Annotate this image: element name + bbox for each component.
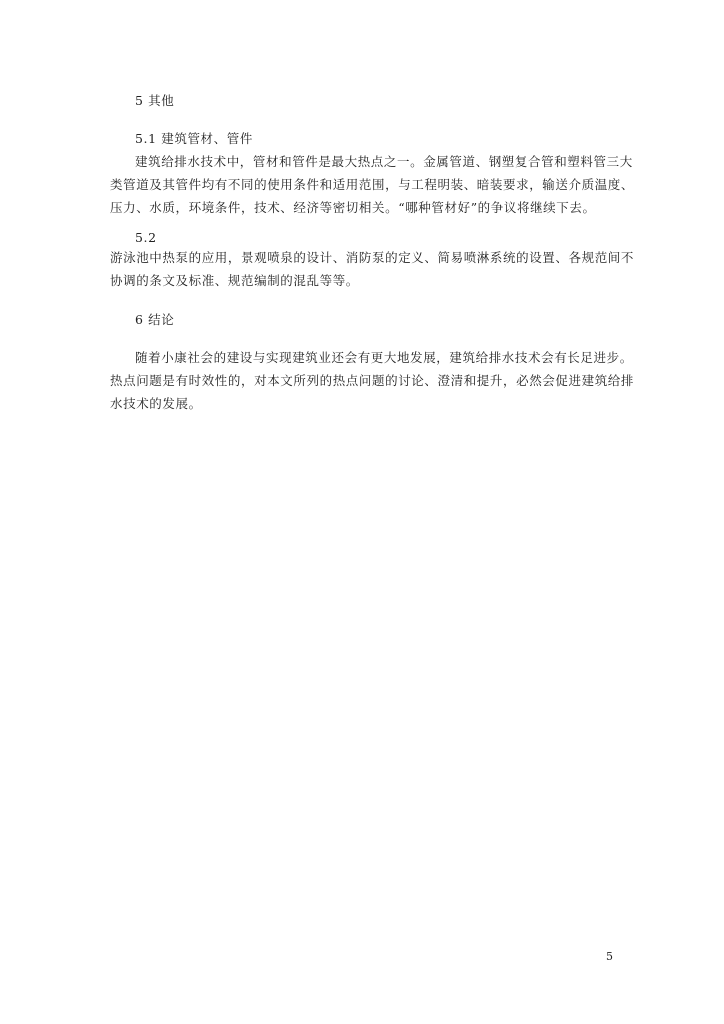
paragraph-line: 类管道及其管件均有不同的使用条件和适用范围，与工程明装、暗装要求，输送介质温度、 [110, 177, 635, 192]
paragraph-line: 水技术的发展。 [110, 396, 202, 411]
section-6-heading: 6 结论 [135, 312, 175, 327]
paragraph-line: 热点问题是有时效性的，对本文所列的热点问题的讨论、澄清和提升，必然会促进建筑给排 [110, 373, 635, 388]
paragraph-line: 压力、水质，环境条件，技术、经济等密切相关。“哪种管材好”的争议将继续下去。 [110, 200, 596, 215]
section-5-heading: 5 其他 [135, 93, 175, 108]
page-number: 5 [606, 950, 613, 963]
paragraph-line: 建筑给排水技术中，管材和管件是最大热点之一。金属管道、钢塑复合管和塑料管三大 [135, 154, 633, 169]
paragraph-line: 随着小康社会的建设与实现建筑业还会有更大地发展，建筑给排水技术会有长足进步。 [135, 350, 633, 365]
section-5-1-heading: 5.1 建筑管材、管件 [135, 131, 253, 146]
paragraph-line: 协调的条文及标准、规范编制的混乱等等。 [110, 273, 359, 288]
section-5-2-paragraph [110, 246, 635, 292]
paragraph-line: 游泳池中热泵的应用，景观喷泉的设计、消防泵的定义、简易喷淋系统的设置、各规范间不 [110, 250, 635, 265]
section-5-1-paragraph [110, 150, 635, 219]
section-6-paragraph [110, 346, 635, 415]
section-5-2-heading: 5.2 [135, 230, 157, 245]
